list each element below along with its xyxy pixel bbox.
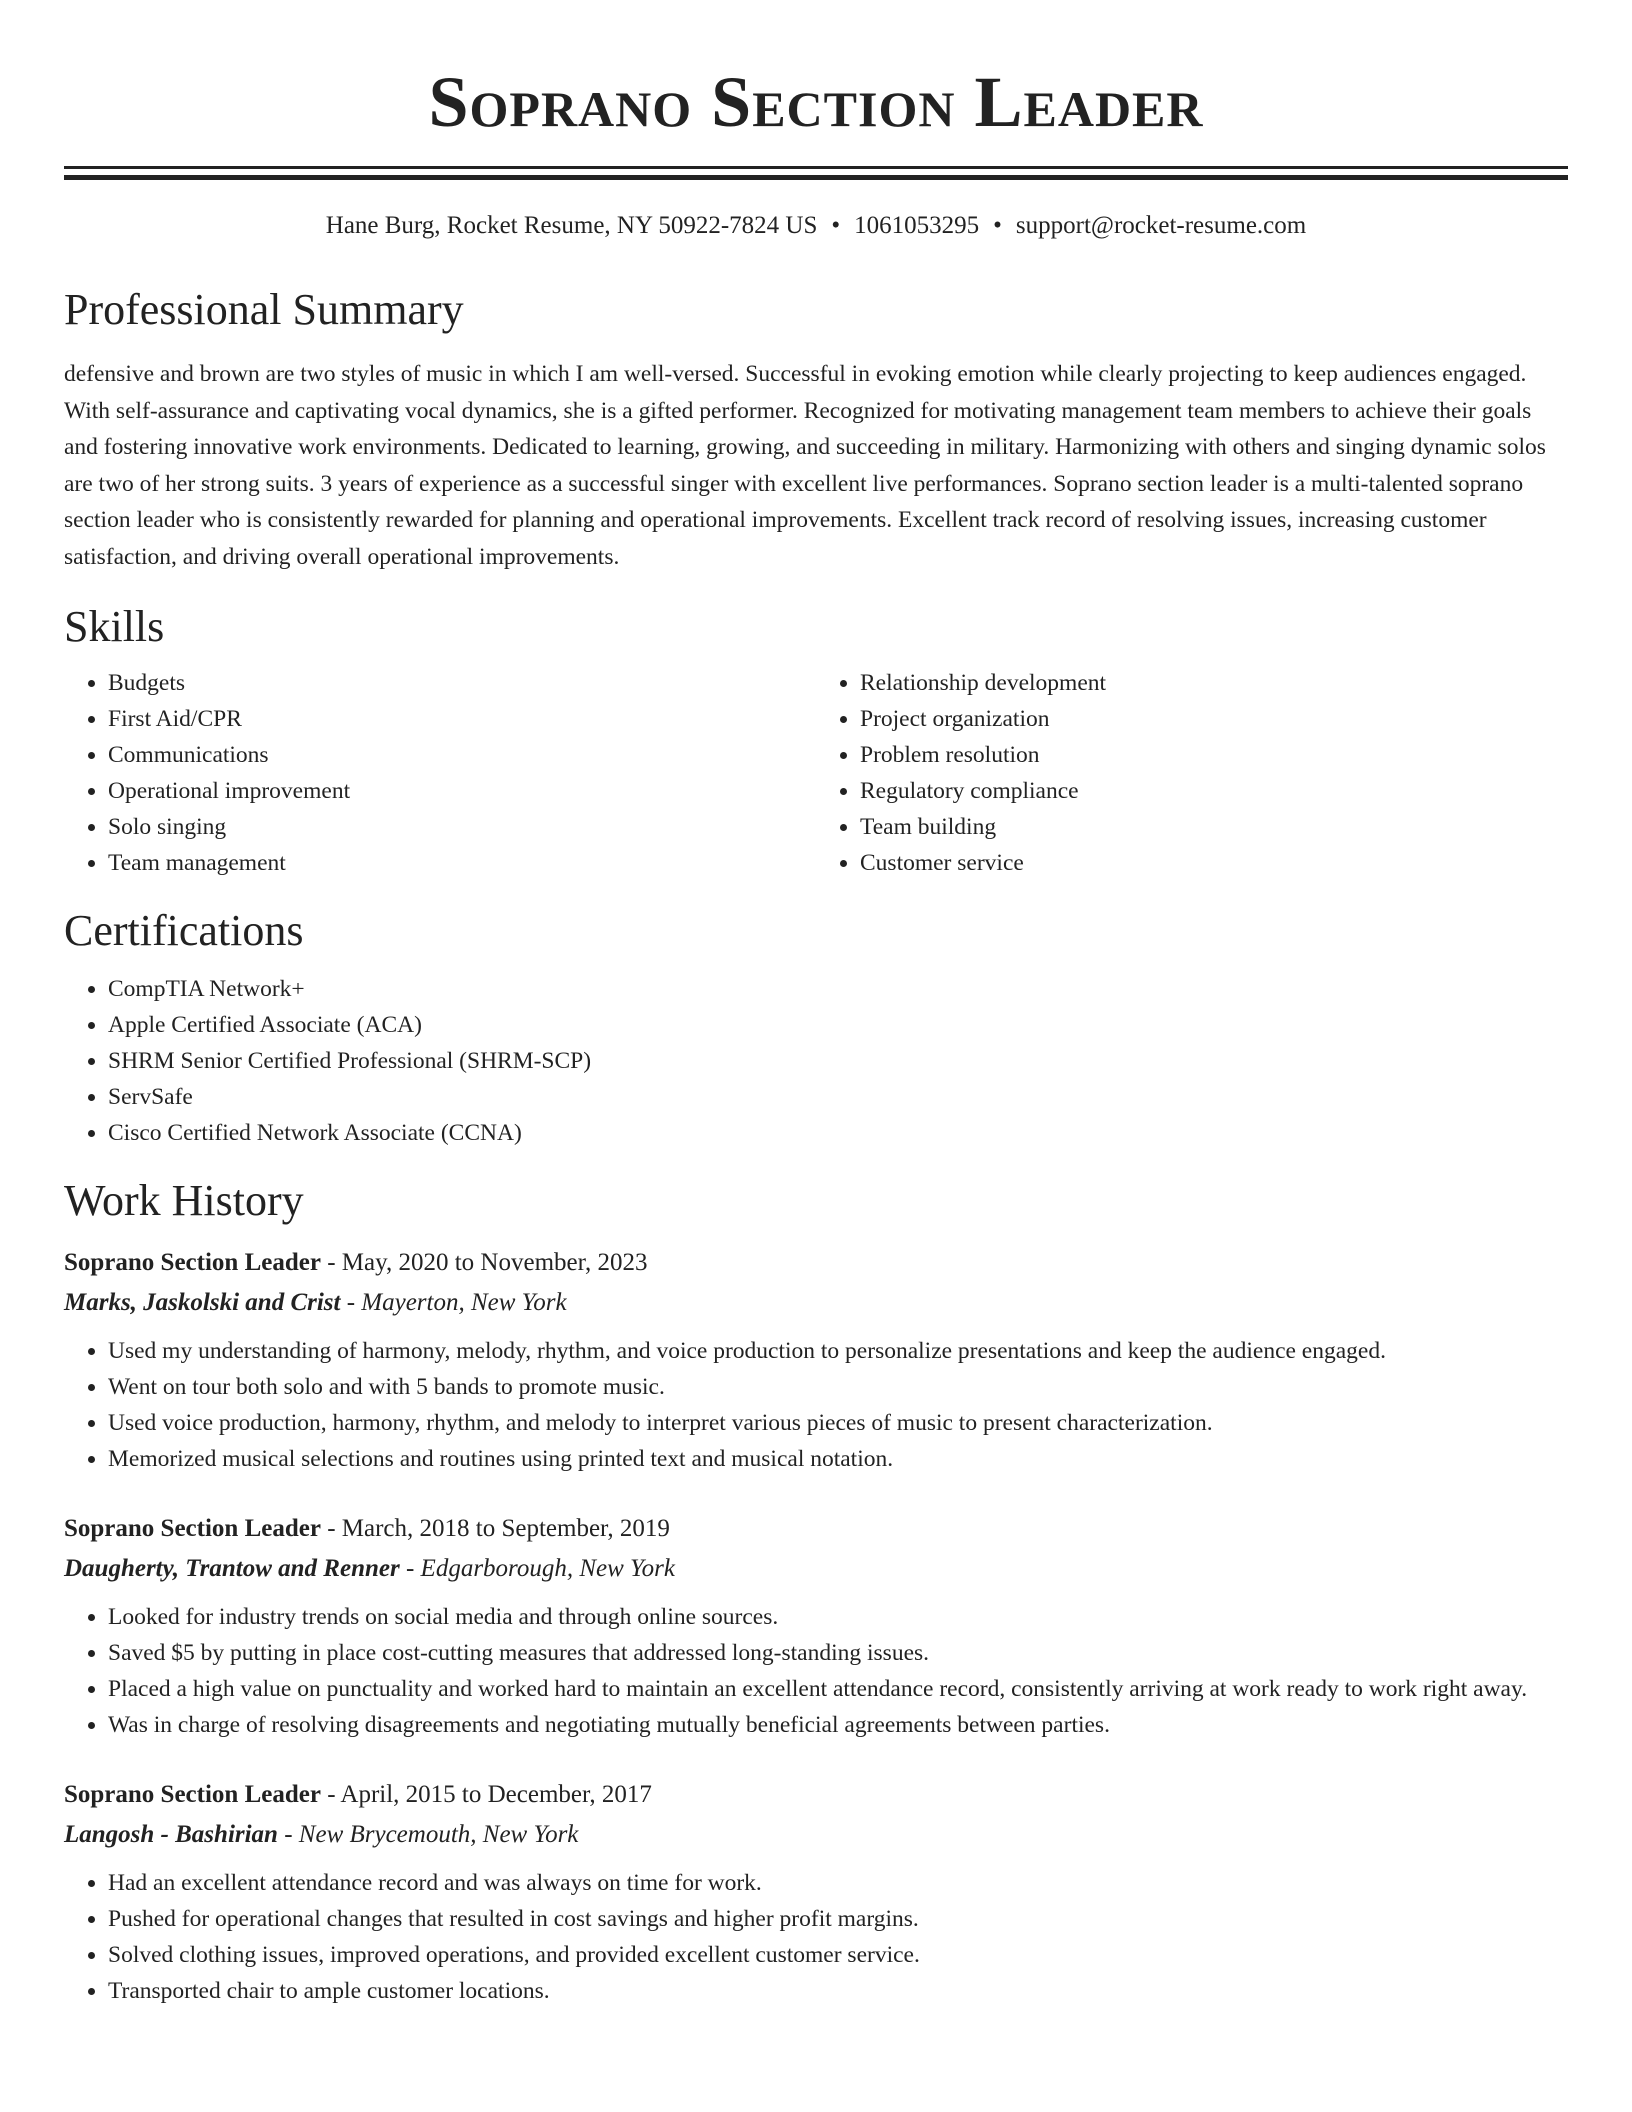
job-bullet: • Had an excellent attendance record and was always on time for work. [108, 1865, 1568, 1901]
certification-item: • Cisco Certified Network Associate (CCNA) [108, 1115, 1568, 1151]
contact-email[interactable]: support@rocket-resume.com [1015, 212, 1307, 239]
skill-item: • Communications [108, 737, 816, 773]
contact-separator: • [993, 212, 1002, 239]
job-location: - Edgarborough, New York [399, 1555, 675, 1582]
job-dates: - May, 2020 to November, 2023 [320, 1249, 648, 1276]
job-dates: - April, 2015 to December, 2017 [320, 1781, 652, 1808]
certification-item: • Apple Certified Associate (ACA) [108, 1007, 1568, 1043]
skill-item: • Solo singing [108, 809, 816, 845]
resume-page [64, 0, 1568, 2009]
skill-item: • Customer service [860, 845, 1568, 881]
job-location: - Mayerton, New York [340, 1289, 567, 1316]
title-divider-thick [64, 175, 1568, 180]
skill-item: • Problem resolution [860, 737, 1568, 773]
job-company: Langosh - Bashirian [64, 1821, 278, 1848]
job-company-line [64, 1283, 1568, 1323]
job-entry [64, 1243, 1568, 1477]
certifications-list [64, 971, 1568, 1151]
skills-list-left [64, 665, 816, 881]
job-bullet: • Used voice production, harmony, rhythm, and melody to interpret various pieces of music to present characterization. [108, 1405, 1568, 1441]
job-entry [64, 1775, 1568, 2009]
job-title: Soprano Section Leader [64, 1249, 321, 1276]
job-bullet: • Memorized musical selections and routines using printed text and musical notation. [108, 1441, 1568, 1477]
skill-item: • First Aid/CPR [108, 701, 816, 737]
skill-item: • Team building [860, 809, 1568, 845]
job-title: Soprano Section Leader [64, 1781, 321, 1808]
job-bullet: • Went on tour both solo and with 5 bands to promote music. [108, 1369, 1568, 1405]
job-bullet: • Pushed for operational changes that resulted in cost savings and higher profit margins. [108, 1901, 1568, 1937]
contact-phone: 1061053295 [854, 212, 980, 239]
job-title-line [64, 1243, 1568, 1283]
job-bullet: • Saved $5 by putting in place cost-cutting measures that addressed long-standing issues. [108, 1635, 1568, 1671]
title-divider-thin [64, 166, 1568, 169]
skill-item: • Team management [108, 845, 816, 881]
summary-heading: Professional Summary [64, 285, 464, 334]
certifications-heading: Certifications [64, 906, 304, 955]
job-location: - New Brycemouth, New York [277, 1821, 579, 1848]
job-bullet: • Transported chair to ample customer locations. [108, 1973, 1568, 2009]
summary-text: defensive and brown are two styles of music in which I am well-versed. Successful in evoking emotion while clearly projecting to keep audiences engaged. With self-assurance and captivating vocal dynamics, she is a gifted performer. Recognized for motivating management team members to achieve their goals and fostering innovative work environments. Dedicated to learning, growing, and succeeding in military. Harmonizing with others and singing dynamic solos are two of her strong suits. 3 years of experience as a successful singer with excellent live performances. Soprano section leader is a multi-talented soprano section leader who is consistently rewarded for planning and operational improvements. Excellent track record of resolving issues, increasing customer satisfaction, and driving overall operational improvements. [64, 361, 1546, 570]
skill-item: • Relationship development [860, 665, 1568, 701]
skills-list-right [816, 665, 1568, 881]
job-bullet: • Was in charge of resolving disagreements and negotiating mutually beneficial agreements between parties. [108, 1707, 1568, 1743]
job-dates: - March, 2018 to September, 2019 [320, 1515, 670, 1542]
contact-address: Hane Burg, Rocket Resume, NY 50922-7824 US [325, 212, 818, 239]
skill-item: • Project organization [860, 701, 1568, 737]
contact-line [64, 210, 1568, 242]
job-title-line [64, 1775, 1568, 1815]
skill-item: • Budgets [108, 665, 816, 701]
work-history-heading: Work History [64, 1176, 304, 1225]
job-bullets [64, 1333, 1568, 1477]
certification-item: • ServSafe [108, 1079, 1568, 1115]
job-entry [64, 1509, 1568, 1743]
job-bullets [64, 1865, 1568, 2009]
resume-title: Soprano Section Leader [428, 62, 1204, 142]
job-bullet: • Used my understanding of harmony, melody, rhythm, and voice production to personalize presentations and keep the audience engaged. [108, 1333, 1568, 1369]
skills-columns [64, 665, 1568, 881]
contact-separator: • [831, 212, 841, 239]
job-title: Soprano Section Leader [64, 1515, 321, 1542]
skills-heading: Skills [64, 602, 165, 651]
skill-item: • Operational improvement [108, 773, 816, 809]
job-bullets [64, 1599, 1568, 1743]
certification-item: • SHRM Senior Certified Professional (SHRM-SCP) [108, 1043, 1568, 1079]
job-company: Marks, Jaskolski and Crist [64, 1289, 341, 1316]
job-bullet: • Solved clothing issues, improved operations, and provided excellent customer service. [108, 1937, 1568, 1973]
job-title-line [64, 1509, 1568, 1549]
certification-item: • CompTIA Network+ [108, 971, 1568, 1007]
job-company-line [64, 1815, 1568, 1855]
skill-item: • Regulatory compliance [860, 773, 1568, 809]
job-company-line [64, 1549, 1568, 1589]
job-company: Daugherty, Trantow and Renner [64, 1555, 400, 1582]
job-bullet: • Placed a high value on punctuality and worked hard to maintain an excellent attendance record, consistently arriving at work ready to work right away. [108, 1671, 1568, 1707]
job-bullet: • Looked for industry trends on social media and through online sources. [108, 1599, 1568, 1635]
